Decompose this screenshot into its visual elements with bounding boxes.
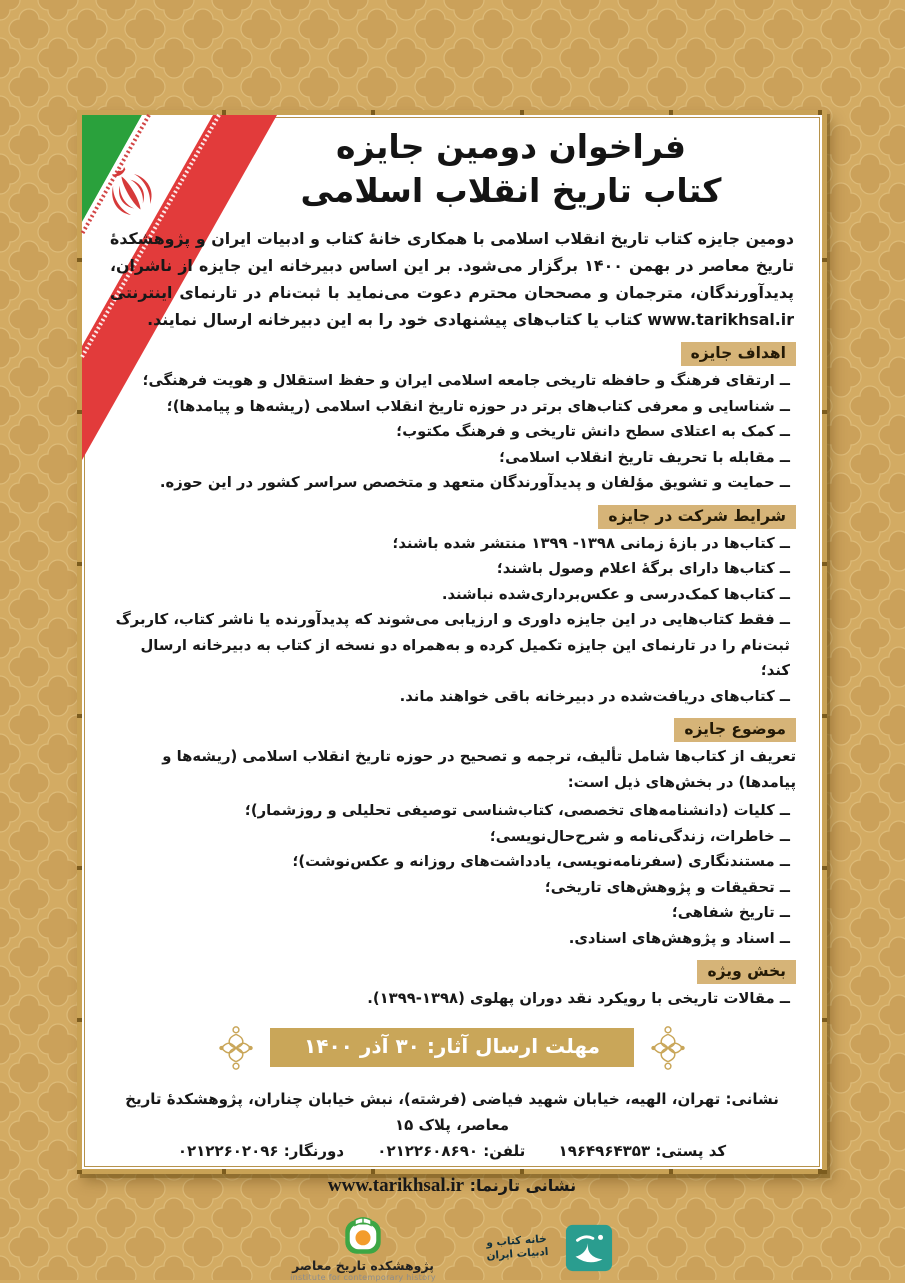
flourish-icon xyxy=(648,1022,688,1074)
list-item: ــ خاطرات، زندگی‌نامه و شرح‌حال‌نویسی؛ xyxy=(108,824,790,850)
list-item: ــ کتاب‌ها کمک‌درسی و عکس‌برداری‌شده نباشند. xyxy=(108,582,790,608)
fax: دورنگار: ۰۲۱۲۲۶۰۲۰۹۶ xyxy=(177,1141,345,1160)
book-house-caption: خانه کتاب و ادبیات ایران xyxy=(485,1232,549,1262)
list-item: ــ کمک به اعتلای سطح دانش تاریخی و فرهنگ مکتوب؛ xyxy=(108,419,790,445)
list-item: ــ کتاب‌های دریافت‌شده در دبیرخانه باقی خواهند ماند. xyxy=(108,684,790,710)
list-item: ــ کتاب‌ها دارای برگهٔ اعلام وصول باشند؛ xyxy=(108,556,790,582)
section-heading-goals: اهداف جایزه xyxy=(681,342,796,366)
page-title xyxy=(108,125,796,213)
list-item: ــ کلیات (دانشنامه‌های تخصصی، کتاب‌شناسی توصیفی تحلیلی و روزشمار)؛ xyxy=(108,798,790,824)
poster-content xyxy=(82,125,822,1283)
section-heading-special: بخش ویژه xyxy=(697,960,796,984)
book-house-logo xyxy=(478,1223,614,1273)
phone: تلفن: ۰۲۱۲۲۶۰۸۶۹۰ xyxy=(377,1141,526,1160)
list-item: ــ مقالات تاریخی با رویکرد نقد دوران پهلوی (۱۳۹۸-۱۳۹۹). xyxy=(108,986,790,1012)
flourish-icon xyxy=(216,1022,256,1074)
list-item: ــ مستندنگاری (سفرنامه‌نویسی، یادداشت‌های روزانه و عکس‌نوشت)؛ xyxy=(108,849,790,875)
goals-list xyxy=(108,368,796,496)
section-heading-conditions: شرایط شرکت در جایزه xyxy=(598,505,796,529)
list-item: ــ شناسایی و معرفی کتاب‌های برتر در حوزه تاریخ انقلاب اسلامی (ریشه‌ها و پیامدها)؛ xyxy=(108,394,790,420)
title-line-2: کتاب تاریخ انقلاب اسلامی xyxy=(300,171,722,210)
conditions-list xyxy=(108,531,796,710)
list-item: ــ تحقیقات و پژوهش‌های تاریخی؛ xyxy=(108,875,790,901)
intro-paragraph: دومین جایزه کتاب تاریخ انقلاب اسلامی با همکاری خانهٔ کتاب و ادبیات ایران و پژوهشکدهٔ تاریخ معاصر در بهمن ۱۴۰۰ برگزار می‌شود. بر این اساس دبیرخانه این جایزه از ناشران، پدیدآورندگان، مترجمان و مصححان محترم دعوت می‌نماید با ثبت‌نام در تارنمای اینترنتی www.tarikhsal.ir کتاب یا کتاب‌های پیشنهادی خود را به این دبیرخانه ارسال نمایند. xyxy=(110,229,794,329)
list-item: ــ تاریخ شفاهی؛ xyxy=(108,900,790,926)
postal-code: کد پستی: ۱۹۶۴۹۶۴۳۵۳ xyxy=(558,1141,727,1160)
institute-logo xyxy=(290,1213,436,1283)
subject-list xyxy=(108,798,796,951)
frame-notch-right xyxy=(822,110,827,1174)
title-line-1: فراخوان دومین جایزه xyxy=(336,127,686,166)
website-line xyxy=(108,1175,796,1197)
website-label: نشانی تارنما: xyxy=(469,1175,577,1195)
deadline-banner: مهلت ارسال آثار: ۳۰ آذر ۱۴۰۰ xyxy=(270,1028,634,1067)
list-item: ــ ارتقای فرهنگ و حافظه تاریخی جامعه اسلامی ایران و حفظ استقلال و هویت فرهنگی؛ xyxy=(108,368,790,394)
section-heading-subject: موضوع جایزه xyxy=(674,718,796,742)
list-item: ــ اسناد و پژوهش‌های اسنادی. xyxy=(108,926,790,952)
website-url: www.tarikhsal.ir xyxy=(327,1174,465,1196)
subject-lead: تعریف از کتاب‌ها شامل تألیف، ترجمه و تصحیح در حوزه تاریخ انقلاب اسلامی (ریشه‌ها و پیامدها) در بخش‌های ذیل است: xyxy=(162,748,796,791)
list-item: ــ حمایت و تشویق مؤلفان و پدیدآورندگان متعهد و متخصص سراسر کشور در این حوزه. xyxy=(108,470,790,496)
list-item: ــ مقابله با تحریف تاریخ انقلاب اسلامی؛ xyxy=(108,445,790,471)
institute-caption-en: institute for contemporary history xyxy=(290,1272,436,1282)
list-item: ــ کتاب‌ها در بازهٔ زمانی ۱۳۹۸- ۱۳۹۹ منتشر شده باشند؛ xyxy=(108,531,790,557)
book-house-logo-icon xyxy=(564,1223,614,1273)
contact-line xyxy=(108,1142,796,1160)
list-item: ــ فقط کتاب‌هایی در این جایزه داوری و ارزیابی می‌شوند که پدیدآورنده یا ناشر کتاب، کاربرگ ثبت‌نام را در تارنمای این جایزه تکمیل کرده و به‌همراه دو نسخه از کتاب به دبیرخانه ارسال کند؛ xyxy=(108,607,790,684)
special-list xyxy=(108,986,796,1012)
institute-logo-icon xyxy=(340,1213,386,1259)
logos-row xyxy=(108,1213,796,1283)
institute-caption-fa: پژوهشکده تاریخ معاصر xyxy=(292,1257,434,1273)
poster-card xyxy=(77,110,827,1282)
address-line: نشانی: تهران، الهیه، خیابان شهید فیاضی (فرشته)، نبش خیابان چناران، پژوهشکدهٔ تاریخ معاصر، پلاک ۱۵ xyxy=(125,1089,779,1134)
